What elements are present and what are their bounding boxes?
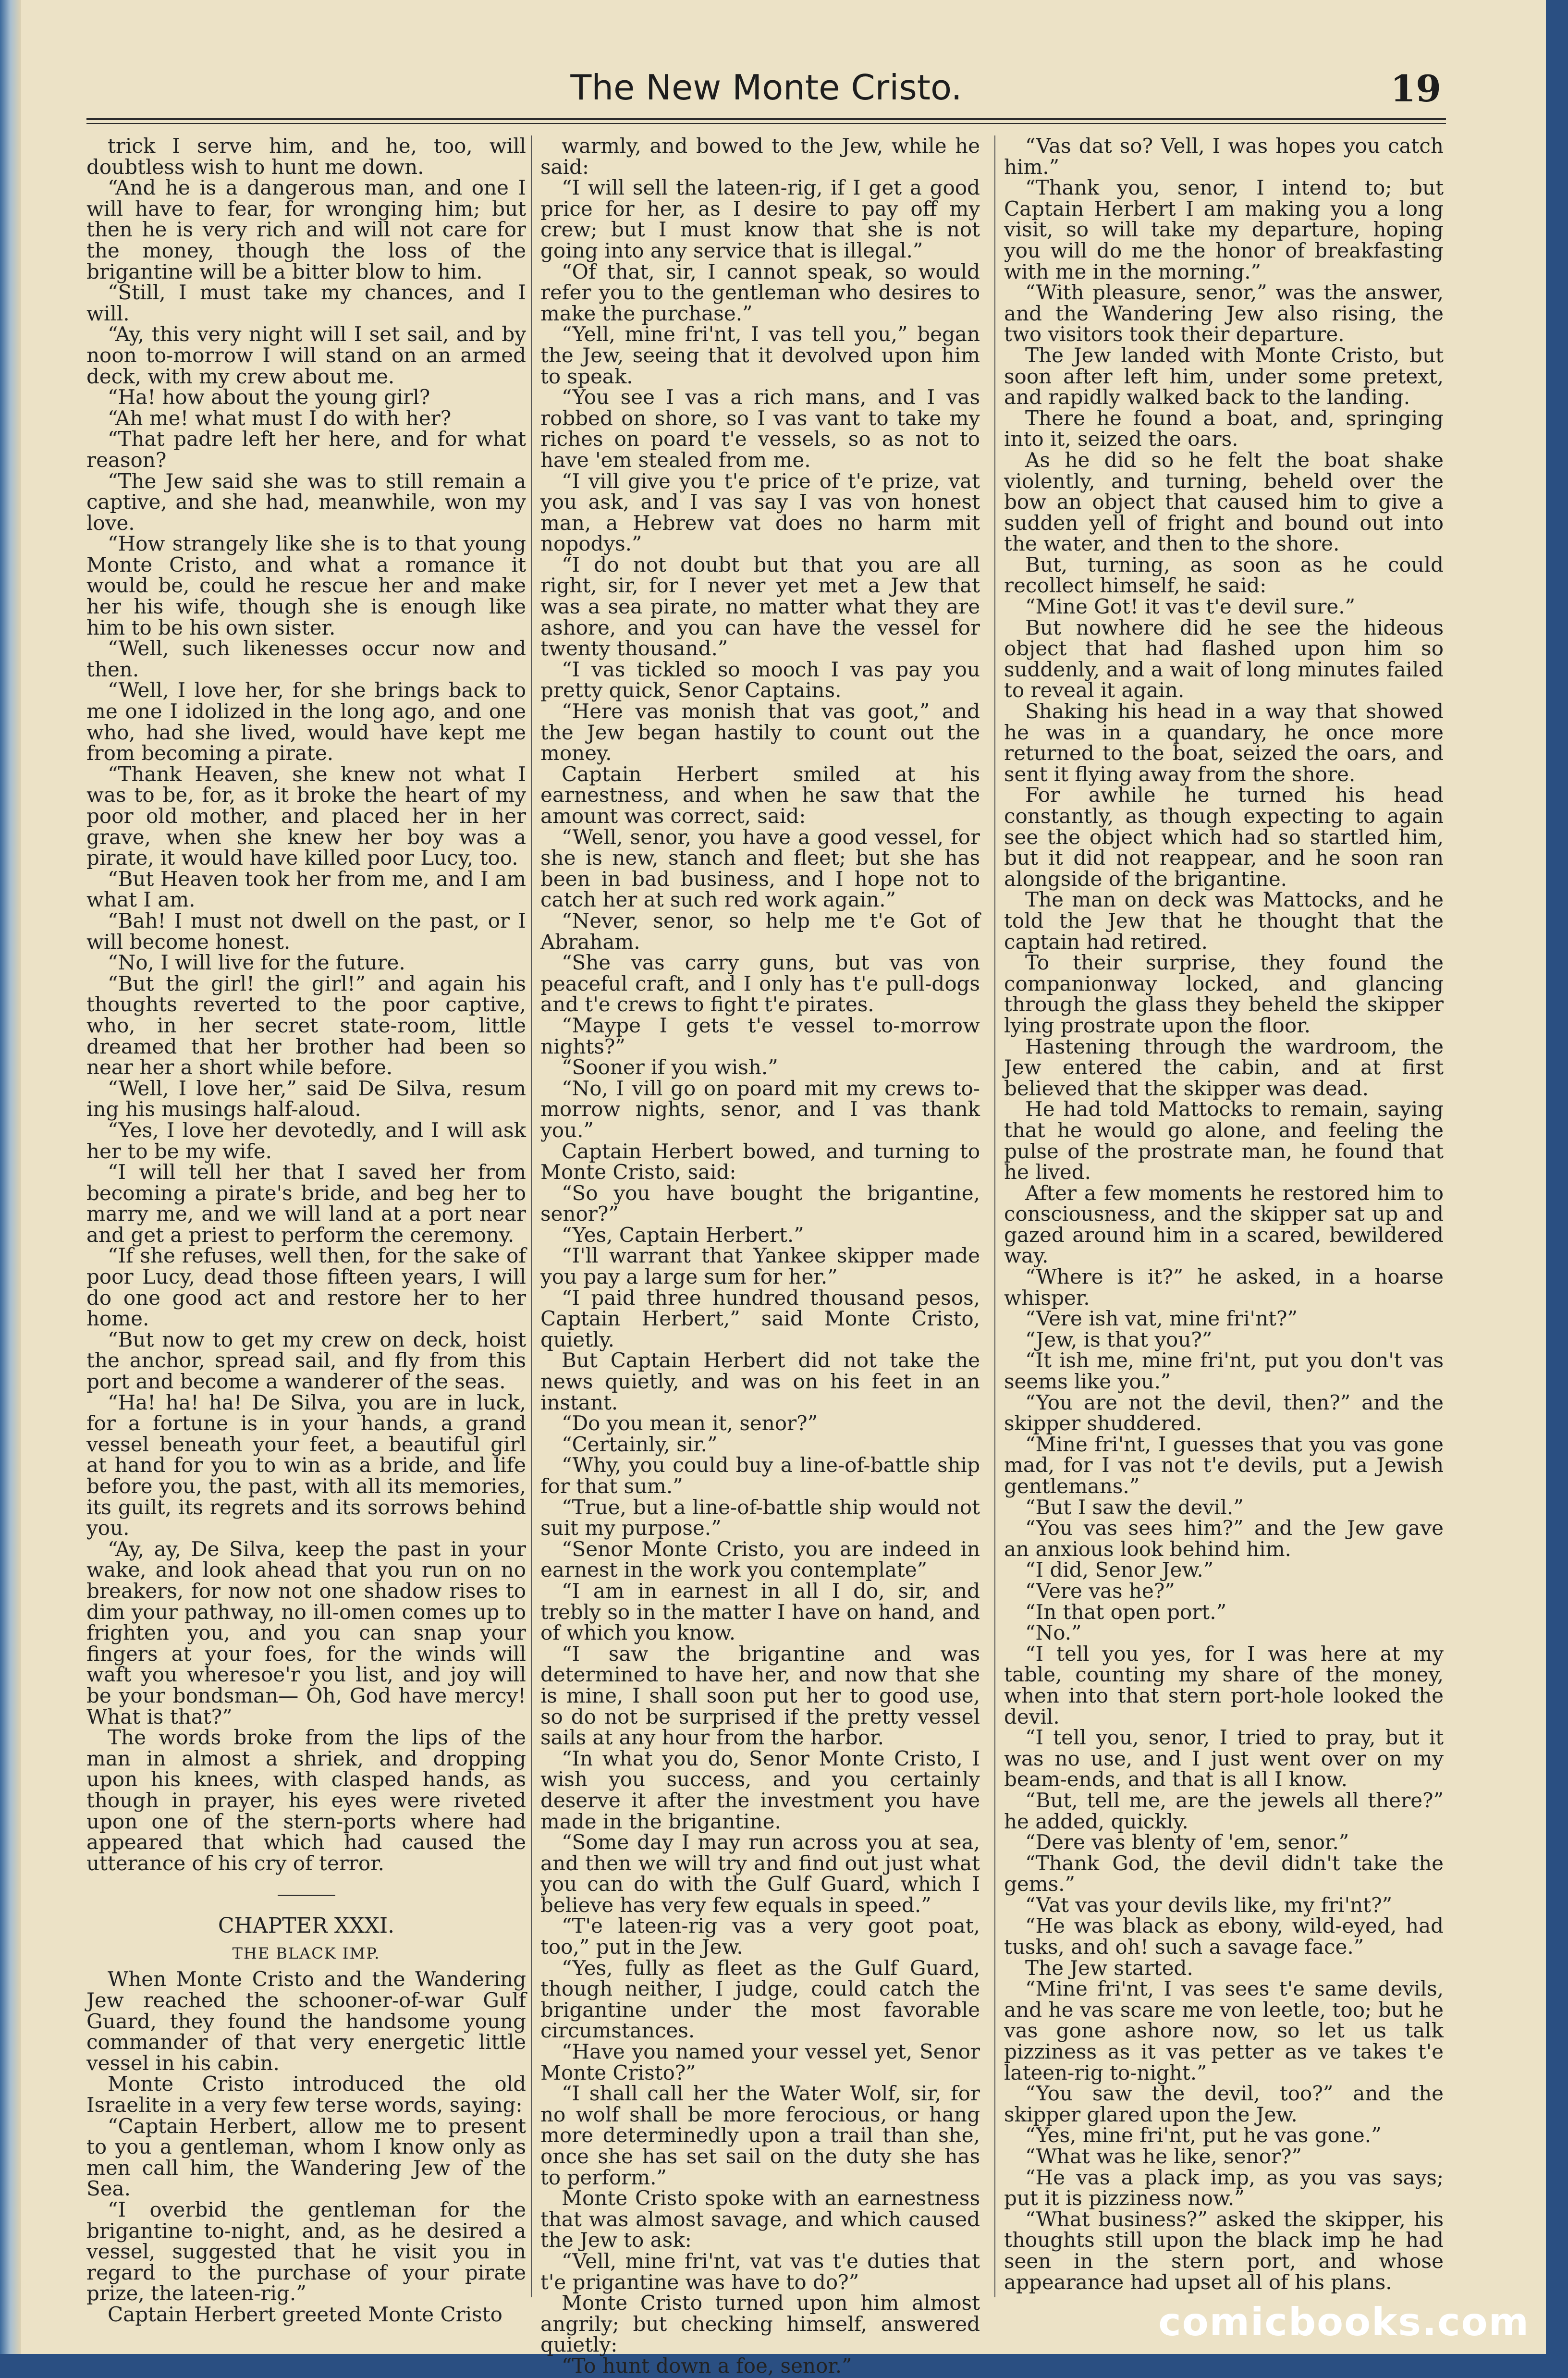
paragraph: “Do you mean it, senor?”: [562, 1411, 818, 1435]
paragraph: Monte Cristo turned upon him almost angrily; but checking himself, answered quietly:: [540, 2291, 980, 2357]
paragraph: “No, I vill go on poard mit my crews to-morrow nights, senor, and I vas thank you.”: [540, 1076, 980, 1142]
paragraph: “I tell you yes, for I was here at my table, counting my share of the money, when into that stern port-hole looked the devil.: [1004, 1642, 1444, 1728]
paragraph: “Dere vas blenty of 'em, senor.”: [1025, 1830, 1349, 1854]
paragraph: “I vas tickled so mooch I vas pay you pretty quick, Senor Captains.: [540, 657, 980, 702]
paragraph: The Jew started.: [1025, 1956, 1193, 1980]
paragraph: Shaking his head in a way that showed he was in a quandary, he once more returned to the boat, seized the oars, and sent it flying away from the shore.: [1004, 699, 1444, 786]
paragraph: But nowhere did he see the hideous object that had flashed upon him so suddenly, and a wait of long minutes failed to reveal it again.: [1004, 615, 1444, 702]
paragraph: “Captain Herbert, allow me to present to you a gentleman, whom I know only as men call him, the Wandering Jew of the Sea.: [86, 2114, 526, 2201]
paragraph: “But now to get my crew on deck, hoist the anchor, spread sail, and fly from this port and become a wanderer of the seas.: [86, 1327, 526, 1394]
paragraph: “Yes, I love her devotedly, and I will ask her to be my wife.: [86, 1118, 526, 1163]
paragraph: “To hunt down a foe, senor.”: [562, 2353, 852, 2378]
paragraph: “What was he like, senor?”: [1025, 2145, 1302, 2168]
paragraph: “But the girl! the girl!” and again his thoughts reverted to the poor captive, who, in her secret state-room, little dreamed that her brother had been so near her a short while before.: [86, 971, 526, 1079]
paragraph: The man on deck was Mattocks, and he told the Jew that he thought that the captain had retired.: [1004, 888, 1444, 954]
paragraph: “I will tell her that I saved her from becoming a pirate's bride, and beg her to marry me, and we will land at a port near and get a priest to perform the ceremony.: [86, 1160, 526, 1247]
paragraph: “Mine fri'nt, I vas sees t'e same devils, and he vas scare me von leetle, too; but he vas gone ashore now, so let us talk pizziness as it vas petter as ve takes t'e lateen-rig to-night.”: [1004, 1977, 1444, 2084]
paragraph: “Certainly, sir.”: [562, 1432, 718, 1456]
chapter-subheading: THE BLACK IMP.: [232, 1944, 380, 1962]
paragraph: Monte Cristo introduced the old Israelite in a very few terse words, saying:: [86, 2072, 526, 2117]
paragraph: For awhile he turned his head constantly, as though expecting to again see the object which had so startled him, but it did not reappear, and he soon ran alongside of the brigantine.: [1004, 783, 1444, 891]
paragraph: “I did, Senor Jew.”: [1025, 1558, 1214, 1582]
paragraph: But, turning, as soon as he could recollect himself, he said:: [1004, 552, 1444, 598]
paragraph: “Thank God, the devil didn't take the gems.”: [1004, 1851, 1444, 1896]
paragraph: “Sooner if you wish.”: [562, 1055, 778, 1079]
paragraph: “Vell, mine fri'nt, vat vas t'e duties that t'e prigantine was have to do?”: [540, 2249, 980, 2294]
paragraph: There he found a boat, and, springing into it, seized the oars.: [1004, 406, 1444, 451]
paragraph: “I'll warrant that Yankee skipper made you pay a large sum for her.”: [540, 1244, 980, 1289]
paragraph: “I tell you, senor, I tried to pray, but it was no use, and I just went over on my beam-ends, and that is all I know.: [1004, 1726, 1444, 1791]
page-title: The New Monte Cristo.: [570, 67, 962, 108]
paragraph: “He vas a plack imp, as you vas says; put it is pizziness now.”: [1004, 2165, 1444, 2210]
paragraph: “Where is it?” he asked, in a hoarse whisper.: [1004, 1265, 1444, 1310]
watermark: comicbooks.com: [1158, 2300, 1530, 2344]
paragraph: “Some day I may run across you at sea, and then we will try and find out just what you can do with the Gulf Guard, which I believe has very few equals in speed.”: [540, 1830, 980, 1917]
paragraph: Captain Herbert smiled at his earnestness, and when he saw that the amount was correct, said:: [540, 762, 980, 828]
column-divider-2: [994, 135, 995, 2297]
paragraph: “Maype I gets t'e vessel to-morrow nights?”: [540, 1013, 980, 1058]
paragraph: “Here vas monish that vas goot,” and the Jew began hastily to count out the money.: [540, 699, 980, 765]
paragraph: “True, but a line-of-battle ship would not suit my purpose.”: [540, 1495, 980, 1540]
paragraph: “Ah me! what must I do with her?: [108, 406, 452, 430]
chapter-heading: CHAPTER XXXI.: [218, 1913, 395, 1938]
paragraph: “I do not doubt but that you are all right, sir, for I never yet met a Jew that was a sea pirate, no matter what they are ashore, and you can have the vessel for twenty thousand.”: [540, 552, 980, 661]
paragraph: “Why, you could buy a line-of-battle ship for that sum.”: [540, 1453, 980, 1498]
paragraph: “Yes, fully as fleet as the Gulf Guard, though neither, I judge, could catch the brigantine under the most favorable circumstances.: [540, 1956, 980, 2043]
column-3: [1004, 135, 1444, 2326]
paragraph: “With pleasure, senor,” was the answer, and the Wandering Jew also rising, the two visitors took their departure.: [1004, 281, 1444, 346]
paragraph: “I vill give you t'e price of t'e prize, vat you ask, and I vas say I vas von honest man, a Hebrew vat does no harm mit nopodys.”: [540, 469, 980, 556]
paragraph: “No.”: [1025, 1621, 1082, 1645]
paragraph: “She vas carry guns, but vas von peaceful craft, and I only has t'e pull-dogs and t'e crews to fight t'e pirates.: [540, 951, 980, 1017]
paragraph: When Monte Cristo and the Wandering Jew reached the schooner-of-war Gulf Guard, they found the handsome young commander of that very energetic little vessel in his cabin.: [86, 1967, 526, 2075]
paragraph: The Jew landed with Monte Cristo, but soon after left him, under some pretext, and rapidly walked back to the landing.: [1004, 343, 1444, 409]
paragraph: “No, I will live for the future.: [108, 951, 405, 975]
paragraph: “Ay, this very night will I set sail, and by noon to-morrow I will stand on an armed deck, with my crew about me.: [86, 322, 526, 388]
paragraph: “You see I vas a rich mans, and I vas robbed on shore, so I vas vant to take my riches on poard t'e vessels, so as not to have 'em stealed from me.: [540, 385, 980, 472]
paragraph: “If she refuses, well then, for the sake of poor Lucy, dead those fifteen years, I will do one good act and restore her to her home.: [86, 1244, 526, 1331]
paragraph: “Ha! ha! ha! De Silva, you are in luck, for a fortune is in your hands, a grand vessel beneath your feet, a beautiful girl at hand for you to win as a bride, and life before you, the past, with all its memories, its guilt, its regrets and its sorrows behind you.: [86, 1390, 526, 1540]
paragraph: “Yes, Captain Herbert.”: [562, 1223, 804, 1247]
chapter-divider: [278, 1895, 335, 1896]
paragraph: “I will sell the lateen-rig, if I get a good price for her, as I desire to pay off my crew; but I must know that she is not going into any service that is illegal.”: [540, 176, 980, 262]
paragraph: “Jew, is that you?”: [1025, 1327, 1213, 1351]
paragraph: “In that open port.”: [1025, 1600, 1227, 1624]
paragraph: As he did so he felt the boat shake violently, and turning, beheld over the bow an object that caused him to give a sudden yell of fright and bound out into the water, and then to the shore.: [1004, 448, 1444, 556]
paragraph: “Well, I love her, for she brings back to me one I idolized in the long ago, and one who, had she lived, would have kept me from becoming a pirate.: [86, 678, 526, 765]
paragraph: “But I saw the devil.”: [1025, 1495, 1244, 1519]
paragraph: “You are not the devil, then?” and the skipper shuddered.: [1004, 1390, 1444, 1435]
paragraph: The words broke from the lips of the man in almost a shriek, and dropping upon his knees, with clasped hands, as though in prayer, his eyes were riveted upon one of the stern-ports where had appeared that which had caused the utterance of his cry of terror.: [86, 1726, 526, 1875]
paragraph: “Bah! I must not dwell on the past, or I will become honest.: [86, 908, 526, 954]
paragraph: “Yell, mine fri'nt, I vas tell you,” began the Jew, seeing that it devolved upon him to speak.: [540, 322, 980, 388]
paragraph: “So you have bought the brigantine, senor?”: [540, 1181, 980, 1226]
paragraph: “Vere ish vat, mine fri'nt?”: [1025, 1307, 1298, 1331]
paragraph: “Vas dat so? Vell, I was hopes you catch him.”: [1004, 134, 1444, 179]
header-rule: [86, 118, 1446, 124]
paragraph: “I paid three hundred thousand pesos, Captain Herbert,” said Monte Cristo, quietly.: [540, 1286, 980, 1351]
paragraph: Captain Herbert greeted Monte Cristo: [108, 2302, 502, 2326]
paragraph: “T'e lateen-rig vas a very goot poat, too,” put in the Jew.: [540, 1914, 980, 1959]
paragraph: “Vat vas your devils like, my fri'nt?”: [1025, 1893, 1393, 1917]
paragraph: “Yes, mine fri'nt, put he vas gone.”: [1025, 2123, 1382, 2147]
paragraph: “Thank you, senor, I intend to; but Captain Herbert I am making you a long visit, so will take my departure, hoping you will do me the honor of breakfasting with me in the morning.”: [1004, 176, 1444, 283]
column-2: [540, 134, 980, 2378]
paragraph: “Still, I must take my chances, and I will.: [86, 281, 526, 325]
paragraph: “What business?” asked the skipper, his thoughts still upon the black imp he had seen in the stern port, and whose appearance had upset all of his plans.: [1004, 2207, 1444, 2294]
paragraph: “Senor Monte Cristo, you are indeed in earnest in the work you contemplate”: [540, 1537, 980, 1582]
paragraph: trick I serve him, and he, too, will doubtless wish to hunt me down.: [86, 134, 526, 179]
paragraph: warmly, and bowed to the Jew, while he said:: [540, 134, 980, 179]
paragraph: “Of that, sir, I cannot speak, so would refer you to the gentleman who desires to make the purchase.”: [540, 259, 980, 325]
column-1: [86, 135, 526, 2326]
paragraph: “How strangely like she is to that young Monte Cristo, and what a romance it would be, could he rescue her and make her his wife, though she is enough like him to be his own sister.: [86, 532, 526, 639]
right-background: [1546, 0, 1568, 2378]
page-number: 19: [1390, 67, 1441, 110]
paragraph: “In what you do, Senor Monte Cristo, I wish you success, and you certainly deserve it after the investment you have made in the brigantine.: [540, 1746, 980, 1833]
paragraph: Monte Cristo spoke with an earnestness that was almost savage, and which caused the Jew to ask:: [540, 2186, 980, 2252]
paragraph: “Vere vas he?”: [1025, 1579, 1175, 1603]
paragraph: Hastening through the wardroom, the Jew entered the cabin, and at first believed that the skipper was dead.: [1004, 1034, 1444, 1100]
paragraph: “Ay, ay, De Silva, keep the past in your wake, and look ahead that you run on no breakers, for now not one shadow rises to dim your pathway, no ill-omen comes up to frighten you, and you can snap your fingers at your foes, for the winds will waft you wheresoe'r you list, and joy will be your bondsman— Oh, God have mercy! What is that?”: [86, 1537, 526, 1728]
paragraph: “The Jew said she was to still remain a captive, and she had, meanwhile, won my love.: [86, 469, 526, 535]
paragraph: “Thank Heaven, she knew not what I was to be, for, as it broke the heart of my poor old mother, and placed her in her grave, when she knew her boy was a pirate, it would have killed poor Lucy, too.: [86, 762, 526, 870]
paragraph: “Mine Got! it vas t'e devil sure.”: [1025, 595, 1356, 619]
paragraph: “Ha! how about the young girl?: [108, 385, 430, 409]
paragraph: “It ish me, mine fri'nt, put you don't vas seems like you.”: [1004, 1348, 1444, 1394]
paragraph: “Well, such likenesses occur now and then.: [86, 637, 526, 681]
paragraph: “I am in earnest in all I do, sir, and trebly so in the matter I have on hand, and of which you know.: [540, 1579, 980, 1645]
paragraph: “He was black as ebony, wild-eyed, had tusks, and oh! such a savage face.”: [1004, 1914, 1444, 1959]
paragraph: “That padre left her here, and for what reason?: [86, 427, 526, 472]
paragraph: “But, tell me, are the jewels all there?” he added, quickly.: [1004, 1788, 1444, 1833]
paragraph: “Mine fri'nt, I guesses that you vas gone mad, for I vas not t'e devils, put a Jewish gentlemans.”: [1004, 1432, 1444, 1498]
page-header: [86, 67, 1446, 125]
paragraph: After a few moments he restored him to consciousness, and the skipper sat up and gazed around him in a scared, bewildered way.: [1004, 1181, 1444, 1268]
paragraph: To their surprise, they found the companionway locked, and glancing through the glass they beheld the skipper lying prostrate upon the floor.: [1004, 951, 1444, 1037]
paragraph: He had told Mattocks to remain, saying that he would go alone, and feeling the pulse of the prostrate man, he found that he lived.: [1004, 1097, 1444, 1184]
paragraph: “Well, I love her,” said De Silva, resum ing his musings half-aloud.: [86, 1076, 526, 1121]
paragraph: “Well, senor, you have a good vessel, for she is new, stanch and fleet; but she has been in bad business, and I hope not to catch her at such red work again.”: [540, 825, 980, 912]
column-divider-1: [531, 135, 532, 2297]
paragraph: “I overbid the gentleman for the brigantine to-night, and, as he desired a vessel, suggested that he visit you in regard to the purchase of your pirate prize, the lateen-rig.”: [86, 2198, 526, 2305]
binding-edge: [0, 0, 21, 2378]
paragraph: “Never, senor, so help me t'e Got of Abraham.: [540, 908, 980, 954]
paragraph: “You saw the devil, too?” and the skipper glared upon the Jew.: [1004, 2082, 1444, 2126]
paragraph: But Captain Herbert did not take the news quietly, and was on his feet in an instant.: [540, 1348, 980, 1414]
paragraph: Captain Herbert bowed, and turning to Monte Cristo, said:: [540, 1139, 980, 1184]
paragraph: “I saw the brigantine and was determined to have her, and now that she is mine, I shall soon put her to good use, so do not be surprised if the pretty vessel sails at any hour from the harbor.: [540, 1642, 980, 1750]
paragraph: “You vas sees him?” and the Jew gave an anxious look behind him.: [1004, 1516, 1444, 1561]
paragraph: “And he is a dangerous man, and one I will have to fear, for wronging him; but then he is very rich and will not care for the money, though the loss of the brigantine will be a bitter blow to him.: [86, 176, 526, 283]
paragraph: “But Heaven took her from me, and I am what I am.: [86, 867, 526, 912]
paragraph: “I shall call her the Water Wolf, sir, for no wolf shall be more ferocious, or hang more determinedly upon a trail than she, once she has set sail on the duty she has to perform.”: [540, 2082, 980, 2189]
paragraph: “Have you named your vessel yet, Senor Monte Cristo?”: [540, 2040, 980, 2084]
